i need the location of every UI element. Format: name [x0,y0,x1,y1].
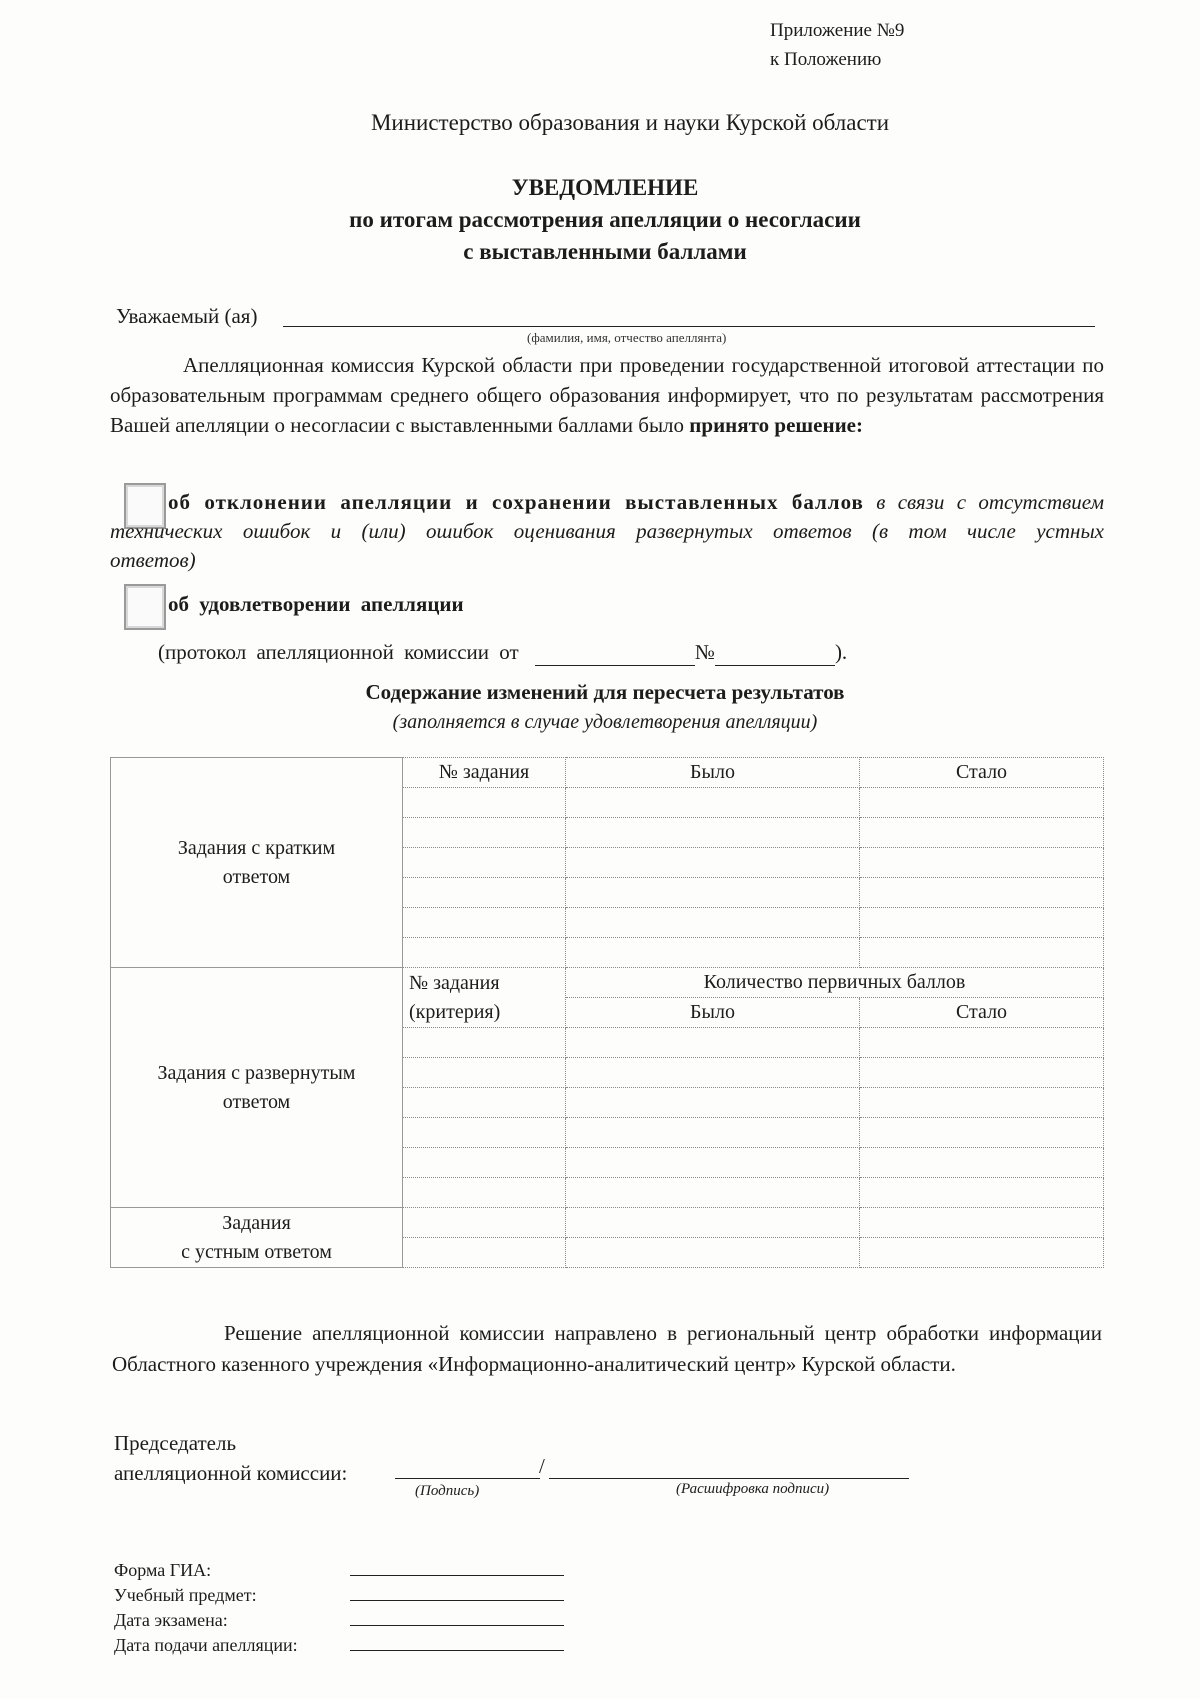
header-primary-points: Количество первичных баллов [566,968,1104,998]
table-cell[interactable] [860,1058,1104,1088]
exam-meta [114,1558,298,1658]
intro-decision: принято решение: [689,413,863,437]
table-cell[interactable] [860,878,1104,908]
signature-field[interactable] [395,1478,540,1479]
oral-answer-label-1: Задания [222,1211,291,1234]
table-cell[interactable] [566,788,860,818]
table-cell[interactable] [566,1208,860,1238]
meta-exam-date-label: Дата экзамена: [114,1610,228,1630]
appellant-name-hint: (фамилия, имя, отчество апеллянта) [527,330,727,345]
chairman-title-2: апелляционной комиссии: [114,1461,348,1485]
changes-note: (заполняется в случае удовлетворения апелляции) [392,711,818,733]
table-cell[interactable] [566,1238,860,1268]
header-now-2: Стало [860,998,1104,1028]
table-cell[interactable] [860,818,1104,848]
meta-exam-date-field[interactable] [350,1625,564,1626]
table-cell[interactable] [403,878,566,908]
intro-paragraph [110,350,1104,440]
appellant-name-field[interactable] [283,326,1095,327]
oral-answer-label-2: с устным ответом [181,1240,332,1263]
table-cell[interactable] [403,1208,566,1238]
table-cell[interactable] [403,938,566,968]
table-cell[interactable] [860,1238,1104,1268]
annex-reference [770,16,904,74]
oral-answer-section [111,1208,403,1268]
table-cell[interactable] [566,938,860,968]
protocol-number-field[interactable] [715,640,835,666]
decision-paragraph: Решение апелляционной комиссии направлено в региональный центр обработки информации Областного казенного учреждения «Информационно-аналитический центр» Курской области. [112,1321,1102,1376]
table-cell[interactable] [860,908,1104,938]
title-line-2: по итогам рассмотрения апелляции о несогласии [349,207,861,232]
table-cell[interactable] [403,1148,566,1178]
table-cell[interactable] [403,848,566,878]
protocol-number-sign: № [694,640,715,664]
table-cell[interactable] [566,1148,860,1178]
table-cell[interactable] [403,818,566,848]
accept-option: об удовлетворении апелляции [168,592,464,616]
table-cell[interactable] [566,1058,860,1088]
table-cell[interactable] [860,1178,1104,1208]
table-cell[interactable] [566,818,860,848]
extended-answer-section [111,968,403,1208]
table-cell[interactable] [403,1238,566,1268]
title-line-1: УВЕДОМЛЕНИЕ [511,175,699,200]
table-cell[interactable] [860,1148,1104,1178]
signature-decode-field[interactable] [549,1478,909,1479]
meta-appeal-date-label: Дата подачи апелляции: [114,1635,298,1655]
protocol-suffix: ). [834,640,848,664]
table-cell[interactable] [403,1028,566,1058]
table-cell[interactable] [860,1088,1104,1118]
header-task-criterion [403,968,566,1028]
table-cell[interactable] [566,1088,860,1118]
table-cell[interactable] [566,1118,860,1148]
table-cell[interactable] [860,1208,1104,1238]
table-cell[interactable] [860,1118,1104,1148]
salutation-label: Уважаемый (ая) [116,304,258,328]
header-task-criterion-1: № задания [409,971,500,994]
signature-decode-hint: (Расшифровка подписи) [676,1481,830,1497]
table-cell[interactable] [566,908,860,938]
table-cell[interactable] [403,1118,566,1148]
protocol-date-field[interactable] [535,640,695,666]
short-answer-label: Задания с кратким ответом [177,836,336,888]
intro-text: Апелляционная комиссия Курской области при проведении государственной итоговой аттестации по образовательным программам среднего общего образования информирует, что по результатам рассмотрения Вашей апелляции о несогласии с выставленными баллами было [110,353,1104,437]
reject-option [110,488,1104,575]
meta-form-field[interactable] [350,1575,564,1576]
reject-option-bold: об отклонении апелляции и сохранении выставленных баллов [168,490,864,514]
short-answer-section [111,758,403,968]
table-cell[interactable] [566,878,860,908]
signature-separator: / [539,1454,545,1478]
table-cell[interactable] [403,788,566,818]
protocol-prefix: (протокол апелляционной комиссии от [158,640,519,664]
table-cell[interactable] [403,1088,566,1118]
header-now: Стало [860,758,1104,788]
meta-subject-field[interactable] [350,1600,564,1601]
table-cell[interactable] [403,1178,566,1208]
table-cell[interactable] [860,938,1104,968]
table-cell[interactable] [566,1178,860,1208]
table-cell[interactable] [860,848,1104,878]
protocol-line [158,640,847,666]
reject-option-reason: в связи с отсутствием технических ошибок и (или) ошибок оценивания развернутых ответов (в том числе устных ответов) [110,490,1104,572]
table-cell[interactable] [566,1028,860,1058]
header-task-number: № задания [403,758,566,788]
changes-table [110,757,1104,1268]
table-cell[interactable] [566,848,860,878]
changes-title: Содержание изменений для пересчета результатов [365,680,845,704]
header-task-criterion-2: (критерия) [409,1000,501,1023]
annex-regulation: к Положению [770,49,882,70]
table-cell[interactable] [860,1028,1104,1058]
accept-checkbox[interactable] [124,584,166,630]
table-cell[interactable] [403,908,566,938]
header-was: Было [566,758,860,788]
signature-hint: (Подпись) [415,1483,480,1499]
extended-answer-label: Задания с развернутым ответом [157,1061,356,1113]
chairman-title-1: Председатель [114,1431,237,1455]
meta-appeal-date-field[interactable] [350,1650,564,1651]
meta-subject-label: Учебный предмет: [114,1585,257,1605]
chairman-block [114,1428,347,1488]
meta-form-label: Форма ГИА: [114,1560,212,1580]
header-was-2: Было [566,998,860,1028]
document-title [0,172,1200,268]
ministry-name: Министерство образования и науки Курской области [370,110,890,135]
table-cell[interactable] [860,788,1104,818]
annex-number: Приложение №9 [770,20,905,41]
title-line-3: с выставленными баллами [463,239,747,264]
table-cell[interactable] [403,1058,566,1088]
